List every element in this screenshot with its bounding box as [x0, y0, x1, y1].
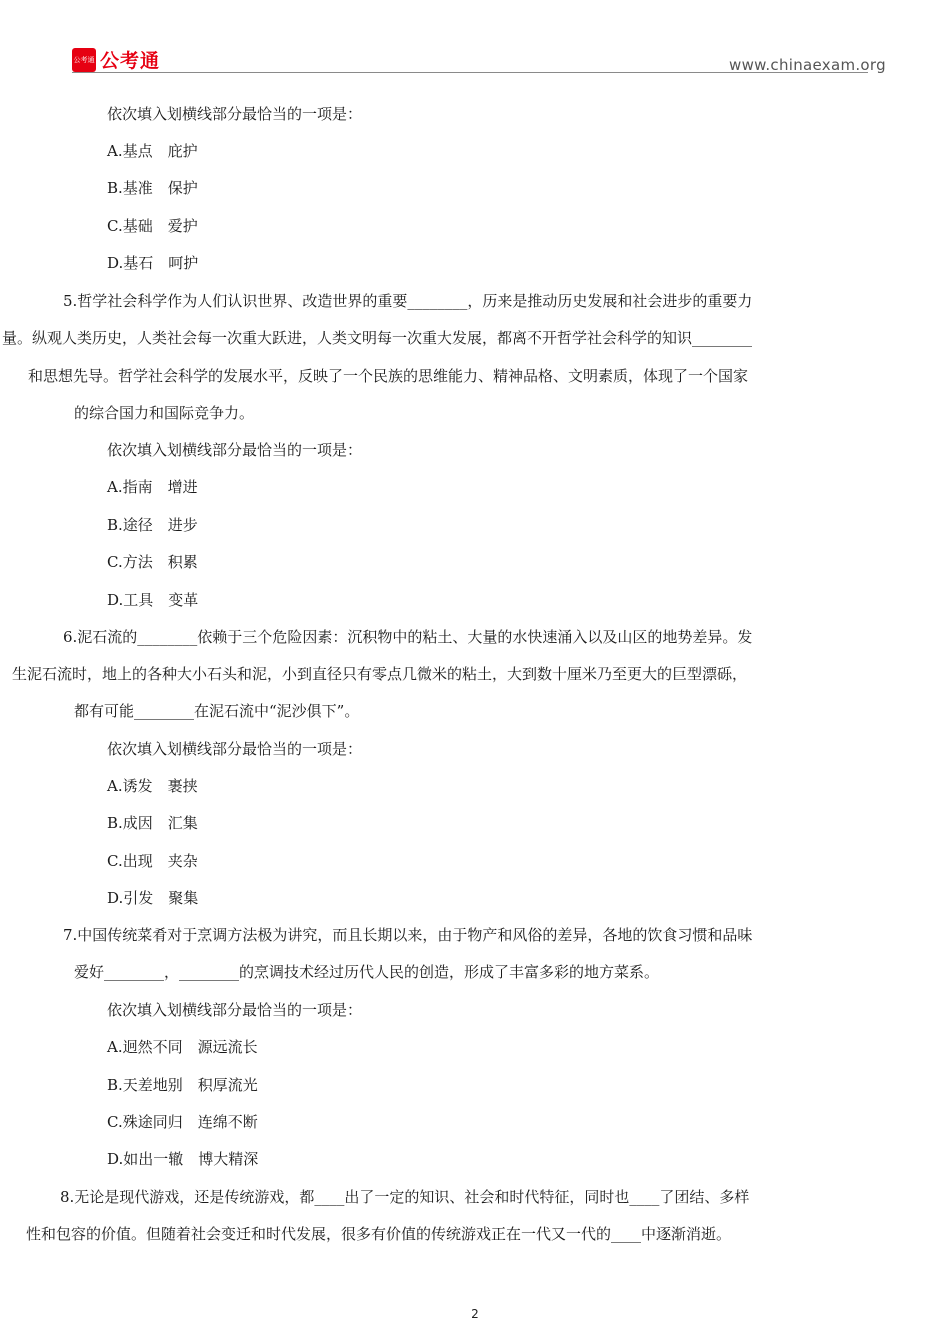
- option-a-q4: A.基点 庇护: [107, 142, 198, 160]
- option-c-q4: C.基础 爱护: [107, 217, 198, 235]
- option-d-q4: D.基石 呵护: [107, 254, 199, 272]
- option-d-q6: D.引发 聚集: [107, 889, 199, 907]
- option-b-q6: B.成因 汇集: [107, 814, 198, 832]
- option-b-q7: B.天差地别 积厚流光: [107, 1076, 258, 1094]
- instruction-q6: 依次填入划横线部分最恰当的一项是：: [107, 740, 363, 758]
- option-b-q4: B.基准 保护: [107, 179, 198, 197]
- site-url: www.chinaexam.org: [729, 56, 886, 74]
- option-c-q6: C.出现 夹杂: [107, 852, 198, 870]
- option-c-q7: C.殊途同归 连绵不断: [107, 1113, 258, 1131]
- q7-line-1: 7.中国传统菜肴对于烹调方法极为讲究，而且长期以来，由于物产和风俗的差异，各地的饮食习惯和品味: [63, 926, 753, 944]
- option-d-q7: D.如出一辙 博大精深: [107, 1150, 259, 1168]
- q8-line-1: 8.无论是现代游戏，还是传统游戏，都____出了一定的知识、社会和时代特征，同时也____了团结、多样: [60, 1188, 750, 1206]
- option-a-q7: A.迥然不同 源远流长: [107, 1038, 258, 1056]
- option-c-q5: C.方法 积累: [107, 553, 198, 571]
- page-header: [0, 0, 950, 100]
- logo-text: 公考通: [100, 50, 161, 72]
- q6-line-2: 生泥石流时，地上的各种大小石头和泥，小到直径只有零点几微米的粘土，大到数十厘米乃至更大的巨型漂砾，: [12, 665, 748, 683]
- q6-line-3: 都有可能________在泥石流中“泥沙俱下”。: [74, 702, 360, 720]
- q8-line-2: 性和包容的价值。但随着社会变迁和时代发展，很多有价值的传统游戏正在一代又一代的____中逐渐消逝。: [26, 1225, 732, 1243]
- instruction-q4: 依次填入划横线部分最恰当的一项是：: [107, 105, 363, 123]
- q5-line-1: 5.哲学社会科学作为人们认识世界、改造世界的重要________，历来是推动历史发展和社会进步的重要力: [63, 292, 753, 310]
- q5-line-4: 的综合国力和国际竞争力。: [74, 404, 255, 422]
- q5-line-3: 和思想先导。哲学社会科学的发展水平，反映了一个民族的思维能力、精神品格、文明素质，体现了一个国家: [28, 367, 749, 385]
- page-number: 2: [471, 1307, 479, 1321]
- instruction-q5: 依次填入划横线部分最恰当的一项是：: [107, 441, 363, 459]
- option-b-q5: B.途径 进步: [107, 516, 198, 534]
- instruction-q7: 依次填入划横线部分最恰当的一项是：: [107, 1001, 363, 1019]
- q6-line-1: 6.泥石流的________依赖于三个危险因素：沉积物中的粘土、大量的水快速涌入以及山区的地势差异。发: [63, 628, 753, 646]
- q5-line-2: 量。纵观人类历史，人类社会每一次重大跃进，人类文明每一次重大发展，都离不开哲学社会科学的知识________: [2, 329, 753, 347]
- option-a-q5: A.指南 增进: [107, 478, 198, 496]
- option-a-q6: A.诱发 裹挟: [107, 777, 198, 795]
- option-d-q5: D.工具 变革: [107, 591, 199, 609]
- q7-line-2: 爱好________，________的烹调技术经过历代人民的创造，形成了丰富多彩的地方菜系。: [74, 963, 660, 981]
- logo-mark-icon: 公考通: [72, 48, 96, 72]
- logo: [72, 46, 160, 73]
